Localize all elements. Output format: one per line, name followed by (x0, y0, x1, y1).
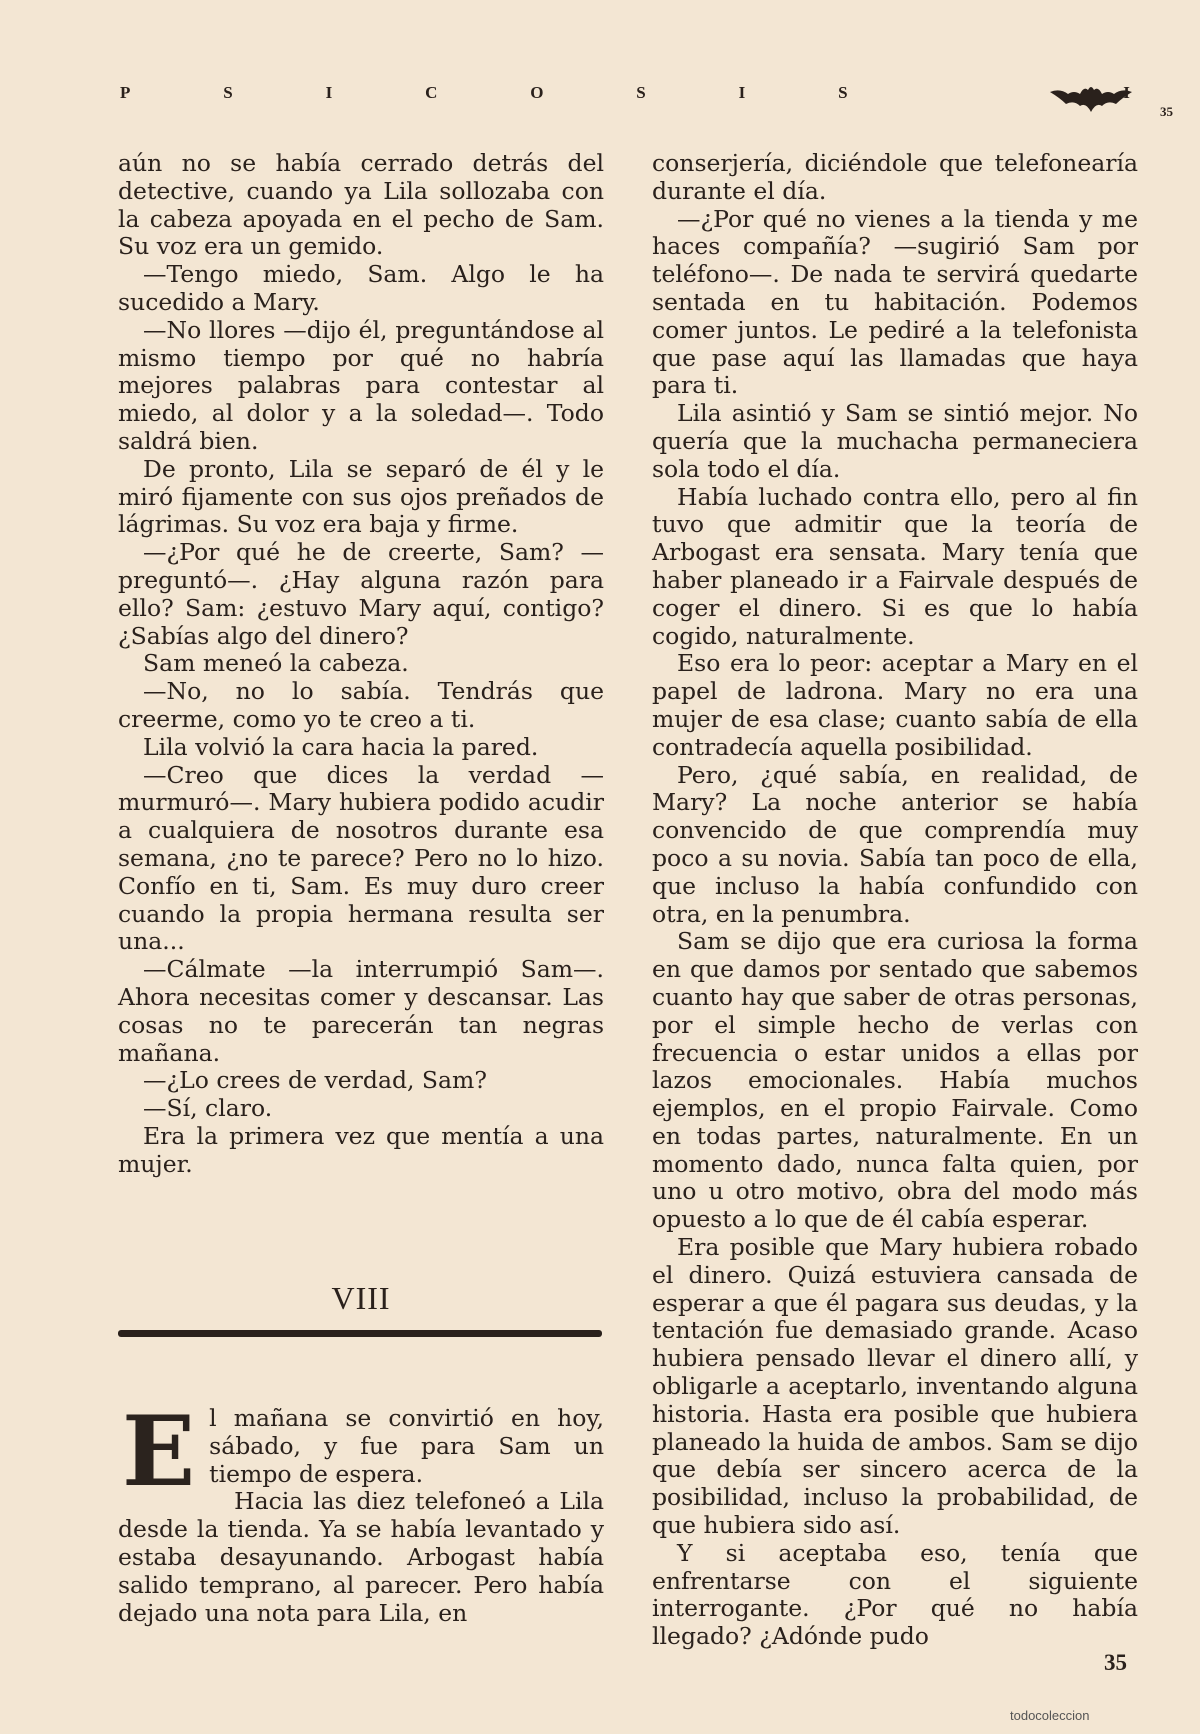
left-column (118, 150, 604, 1178)
paragraph: —Cálmate —la interrumpió Sam—. Ahora necesitas comer y descansar. Las cosas no te parecerán tan negras mañana. (118, 955, 604, 1067)
header-letter: I (738, 83, 746, 102)
header-letter: O (530, 83, 544, 102)
paragraph: conserjería, diciéndole que telefonearía durante el día. (652, 149, 1138, 205)
paragraph: Sam meneó la cabeza. (143, 649, 409, 678)
paragraph: aún no se había cerrado detrás del detective, cuando ya Lila sollozaba con la cabeza apoyada en el pecho de Sam. Su voz era un gemido. (118, 149, 604, 261)
paragraph: —¿Lo crees de verdad, Sam? (143, 1066, 487, 1095)
chapter-opening (118, 1395, 604, 1627)
paragraph: Lila volvió la cara hacia la pared. (143, 732, 539, 761)
header-letter: S (636, 83, 646, 102)
running-header (120, 78, 1130, 108)
paragraph: Había luchado contra ello, pero al fin tuvo que admitir que la teoría de Arbogast era sensata. Mary tenía que haber planeado ir a Fairvale después de coger el dinero. Si es que lo había cogido, naturalmente. (652, 482, 1138, 650)
paragraph: Hacia las diez telefoneó a Lila desde la tienda. Ya se había levantado y estaba desayunando. Arbogast había salido temprano, al parecer. Pero había dejado una nota para Lila, en (118, 1487, 604, 1627)
drop-cap: E (122, 1395, 196, 1508)
chapter-rule (118, 1330, 602, 1337)
bat-icon (1048, 80, 1134, 116)
header-letter: I (325, 83, 333, 102)
paragraph: Era posible que Mary hubiera robado el dinero. Quizá estuviera cansada de esperar a que él pagara sus deudas, y la tentación fue demasiado grande. Acaso hubiera pensado llevar el dinero allí, y obligarle a aceptarlo, inventando alguna historia. Hasta era posible que hubiera planeado la huida de ambos. Sam se dijo que debía ser sincero acerca de la posibilidad, incluso la probabilidad, de que hubiera sido así. (652, 1233, 1138, 1540)
header-letter: S (838, 83, 848, 102)
header-letter: S (223, 83, 233, 102)
paragraph: Lila asintió y Sam se sintió mejor. No quería que la muchacha permaneciera sola todo el día. (652, 399, 1138, 483)
paragraph: Pero, ¿qué sabía, en realidad, de Mary? La noche anterior se había convencido de que comprendía muy poco a su novia. Sabía tan poco de ella, que incluso la había confundido con otra, en la penumbra. (652, 760, 1138, 928)
chapter-heading: VIII (331, 1280, 391, 1316)
paragraph: —No, no lo sabía. Tendrás que creerme, como yo te creo a ti. (118, 677, 604, 733)
header-page-number: 35 (1160, 104, 1173, 119)
paragraph: Eso era lo peor: aceptar a Mary en el papel de ladrona. Mary no era una mujer de esa clase; cuanto sabía de ella contradecía aquella posibilidad. (652, 649, 1138, 761)
paragraph: —Creo que dices la verdad —murmuró—. Mary hubiera podido acudir a cualquiera de nosotros durante esa semana, ¿no te parece? Pero no lo hizo. Confío en ti, Sam. Es muy duro creer cuando la propia hermana resulta ser una... (118, 760, 604, 956)
header-letter: C (425, 83, 438, 102)
paragraph: —Tengo miedo, Sam. Algo le ha sucedido a Mary. (118, 260, 604, 316)
header-letter: P (120, 83, 131, 102)
paragraph: —¿Por qué he de creerte, Sam? —preguntó—. ¿Hay alguna razón para ello? Sam: ¿estuvo Mary aquí, contigo? ¿Sabías algo del dinero? (118, 538, 604, 650)
right-column (652, 150, 1138, 1651)
page-number: 35 (1104, 1650, 1127, 1675)
paragraph: Era la primera vez que mentía a una mujer. (118, 1121, 604, 1178)
paragraph: —Sí, claro. (143, 1094, 273, 1123)
paragraph: l mañana se convirtió en hoy, sábado, y fue para Sam un tiempo de espera. (209, 1404, 604, 1488)
paragraph: —¿Por qué no vienes a la tienda y me haces compañía? —sugirió Sam por teléfono—. De nada te servirá quedarte sentada en tu habitación. Podemos comer juntos. Le pediré a la telefonista que pase aquí las llamadas que haya para ti. (652, 204, 1138, 400)
paragraph: Y si aceptaba eso, tenía que enfrentarse con el siguiente interrogante. ¿Por qué no había llegado? ¿Adónde pudo (652, 1538, 1138, 1651)
watermark: todocoleccion (1010, 1708, 1090, 1723)
paragraph: Sam se dijo que era curiosa la forma en que damos por sentado que sabemos cuanto hay que saber de otras personas, por el simple hecho de verlas con frecuencia o estar unidos a ellas por lazos emocionales. Había muchos ejemplos, en el propio Fairvale. Como en todas partes, naturalmente. En un momento dado, nunca falta quien, por uno u otro motivo, obra del modo más opuesto a lo que de él cabía esperar. (652, 927, 1138, 1234)
paragraph: —No llores —dijo él, preguntándose al mismo tiempo por qué no habría mejores palabras para contestar al miedo, al dolor y a la soledad—. Todo saldrá bien. (118, 315, 604, 455)
paragraph: De pronto, Lila se separó de él y le miró fijamente con sus ojos preñados de lágrimas. Su voz era baja y firme. (118, 454, 604, 539)
